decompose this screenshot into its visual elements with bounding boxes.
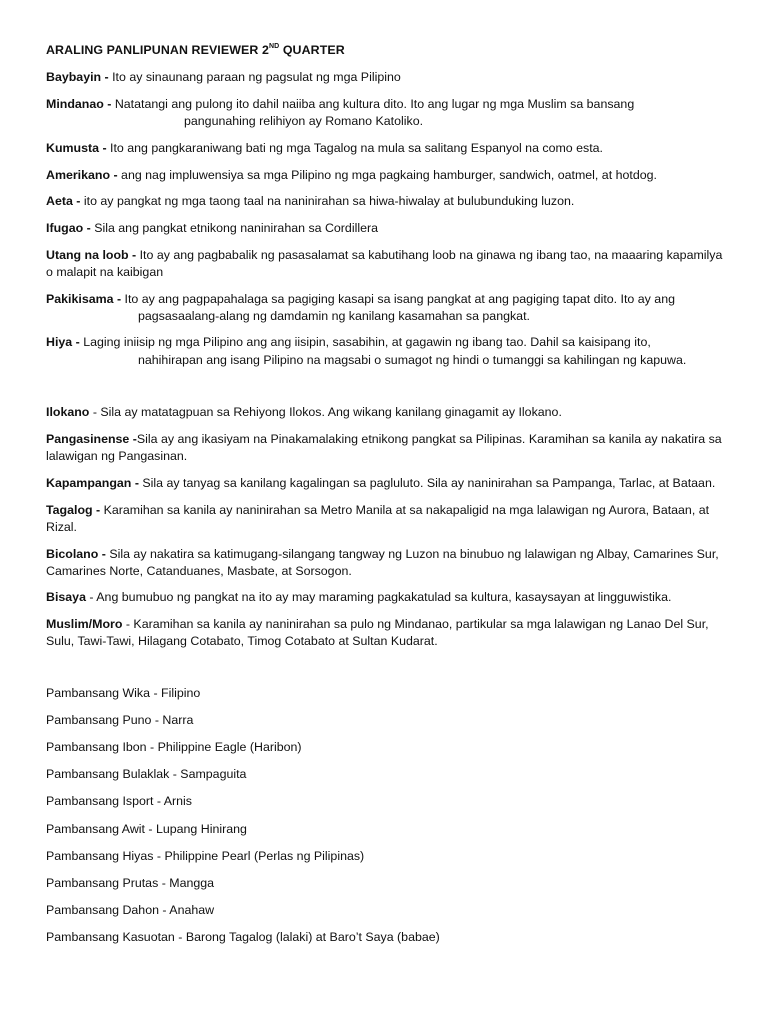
ethnic-group-entry: Muslim/Moro - Karamihan sa kanila ay naninirahan sa pulo ng Mindanao, partikular sa mga lalawigan ng Lanao Del Sur, Sulu, Tawi-Tawi, Hilagang Cotabato, Timog Cotabato at Sultan Kudarat.: [46, 617, 709, 649]
term-entry: Utang na loob - Ito ay ang pagbabalik ng pasasalamat sa kabutihang loob na ginawa ng ibang tao, na maaaring kapamilya o malapit na kaibigan: [46, 247, 723, 279]
term-entry: Pakikisama - Ito ay ang pagpapahalaga sa pagiging kasapi sa isang pangkat at ang pagiging tapat dito. Ito ay ang pagsasaalang-alang ng damdamin ng kanilang kasamahan sa pangkat.: [46, 291, 675, 323]
national-symbol-item: Pambansang Wika - Filipino: [46, 686, 201, 701]
ethnic-group-entry: Tagalog - Karamihan sa kanila ay naninirahan sa Metro Manila at sa nakapaligid na mga lalawigan ng Aurora, Bataan, at Rizal.: [46, 502, 710, 534]
national-symbol-item: Pambansang Awit - Lupang Hinirang: [46, 821, 247, 836]
term-entry: Kumusta - Ito ang pangkaraniwang bati ng mga Tagalog na mula sa salitang Espanyol na como esta.: [46, 140, 604, 155]
ethnic-group-entry: Bisaya - Ang bumubuo ng pangkat na ito ay may maraming pagkakatulad sa kultura, kasaysayan at lingguwistika.: [46, 590, 672, 605]
term-entry: Ifugao - Sila ang pangkat etnikong naninirahan sa Cordillera: [46, 220, 378, 235]
term-entry: Baybayin - Ito ay sinaunang paraan ng pagsulat ng mga Pilipino: [46, 70, 401, 85]
term-entry: Hiya - Laging iniisip ng mga Pilipino ang ang iisipin, sasabihin, at gagawin ng ibang tao. Dahil sa kaisipang ito, nahihirapan ang isang Pilipino na magsabi o sumagot ng hindi o tumanggi sa kahilingan ng kapuwa.: [46, 335, 687, 367]
ethnic-group-entry: Ilokano - Sila ay matatagpuan sa Rehiyong Ilokos. Ang wikang kanilang ginagamit ay Ilokano.: [46, 405, 562, 420]
national-symbol-item: Pambansang Hiyas - Philippine Pearl (Perlas ng Pilipinas): [46, 848, 365, 863]
page-title: ARALING PANLIPUNAN REVIEWER 2ND QUARTER: [46, 43, 345, 57]
national-symbol-item: Pambansang Puno - Narra: [46, 713, 194, 728]
ethnic-group-entry: Kapampangan - Sila ay tanyag sa kanilang kagalingan sa pagluluto. Sila ay naninirahan sa Pampanga, Tarlac, at Bataan.: [46, 475, 716, 490]
term-entry: Aeta - ito ay pangkat ng mga taong taal na naninirahan sa hiwa-hiwalay at bulubunduking luzon.: [46, 194, 575, 209]
national-symbol-item: Pambansang Kasuotan - Barong Tagalog (lalaki) at Baro’t Saya (babae): [46, 929, 440, 944]
national-symbol-item: Pambansang Prutas - Mangga: [46, 875, 215, 890]
term-entry: Mindanao - Natatangi ang pulong ito dahil naiiba ang kultura dito. Ito ang lugar ng mga Muslim sa bansang pangunahing relihiyon ay Romano Katoliko.: [46, 96, 635, 129]
national-symbol-item: Pambansang Bulaklak - Sampaguita: [46, 767, 247, 782]
document-page: [46, 42, 726, 956]
term-entry: Amerikano - ang nag impluwensiya sa mga Pilipino ng mga pagkaing hamburger, sandwich, oatmel, at hotdog.: [46, 167, 657, 182]
spacer: [46, 378, 726, 404]
ethnic-group-entry: Pangasinense -Sila ay ang ikasiyam na Pinakamalaking etnikong pangkat sa Pilipinas. Karamihan sa kanila ay nakatira sa lalawigan ng Pangasinan.: [46, 432, 722, 464]
ethnic-group-entry: Bicolano - Sila ay nakatira sa katimugang-silangang tangway ng Luzon na binubuo ng lalawigan ng Albay, Camarines Sur, Camarines Norte, Catanduanes, Masbate, at Sorsogon.: [46, 546, 719, 578]
national-symbol-item: Pambansang Ibon - Philippine Eagle (Haribon): [46, 740, 302, 755]
national-symbol-item: Pambansang Isport - Arnis: [46, 794, 193, 809]
national-symbol-item: Pambansang Dahon - Anahaw: [46, 902, 215, 917]
spacer: [46, 660, 726, 685]
